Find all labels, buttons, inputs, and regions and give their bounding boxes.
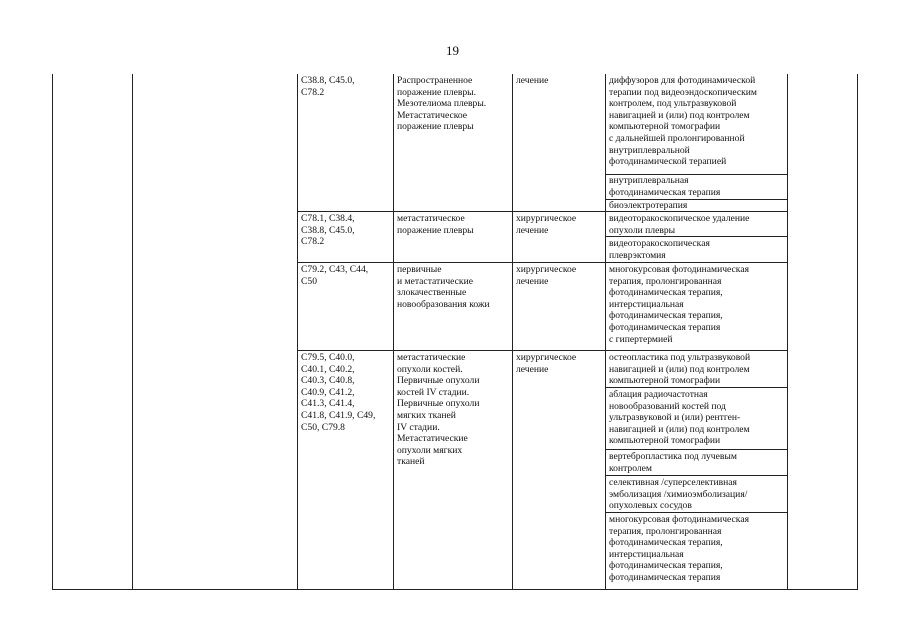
treatment-type: хирургическое лечение [516,264,577,287]
treatment-method: диффузоров для фотодинамической терапии под видеоэндоскопическим контролем, под ультразвуковой навигацией и (или) под контролем компьютерной томографии с дальнейшей пролонгированной внутриплевральной фотодинамической терапией [609,75,757,168]
treatment-type: хирургическое лечение [516,352,577,375]
procedures-table [52,74,858,590]
treatment-method: видеоторакоскопическая плеврэктомия [609,238,710,261]
method-divider [605,449,788,450]
diagnosis-codes: C38.8, C45.0, C78.2 [301,75,355,98]
treatment-method: видеоторакоскопическое удаление опухоли плевры [609,213,750,236]
row-divider [297,262,788,263]
column-divider [512,74,513,589]
column-divider [393,74,394,589]
row-divider [297,350,788,351]
treatment-type: лечение [516,75,549,86]
column-divider [132,74,133,589]
treatment-method: многокурсовая фотодинамическая терапия, пролонгированная фотодинамическая терапия, интерстициальная фотодинамическая терапия, фотодинамическая терапия с гипертермией [609,264,749,345]
diagnosis-description: метастатические опухоли костей. Первичные опухоли костей IV стадии. Первичные опухоли мягких тканей IV стадии. Метастатические опухоли мягких тканей [397,352,480,468]
treatment-method: внутриплевральная фотодинамическая терапия [609,175,721,198]
diagnosis-description: Распространенное поражение плевры. Мезотелиома плевры. Метастатическое поражение плевры [397,75,487,133]
diagnosis-description: метастатическое поражение плевры [397,213,474,236]
diagnosis-description: первичные и метастатические злокачественные новообразования кожи [397,264,490,310]
treatment-method: селективная /суперселективная эмболизация /химиоэмболизация/ опухолевых сосудов [609,477,748,512]
column-divider [297,74,298,589]
treatment-method: аблация радиочастотная новообразований костей под ультразвуковой и (или) рентген- навигацией и (или) под контролем компьютерной томографии [609,389,750,447]
diagnosis-codes: C78.1, C38.4, C38.8, C45.0, C78.2 [301,213,355,248]
treatment-type: хирургическое лечение [516,213,577,236]
page-number: 19 [446,43,459,58]
method-divider [605,512,788,513]
treatment-method: остеопластика под ультразвуковой навигацией и (или) под контролем компьютерной томографии [609,352,751,387]
diagnosis-codes: C79.2, C43, C44, C50 [301,264,369,287]
treatment-method: биоэлектротерапия [609,200,688,211]
diagnosis-codes: C79.5, C40.0, C40.1, C40.2, C40.3, C40.8, C40.9, C41.2, C41.3, C41.4, C41.8, C41.9, C49, C50, C79.8 [301,352,376,433]
treatment-method: вертебропластика под лучевым контролем [609,451,737,474]
treatment-method: многокурсовая фотодинамическая терапия, пролонгированная фотодинамическая терапия, интерстициальная фотодинамическая терапия, фотодинамическая терапия [609,514,749,583]
method-divider [605,475,788,476]
method-divider [605,387,788,388]
